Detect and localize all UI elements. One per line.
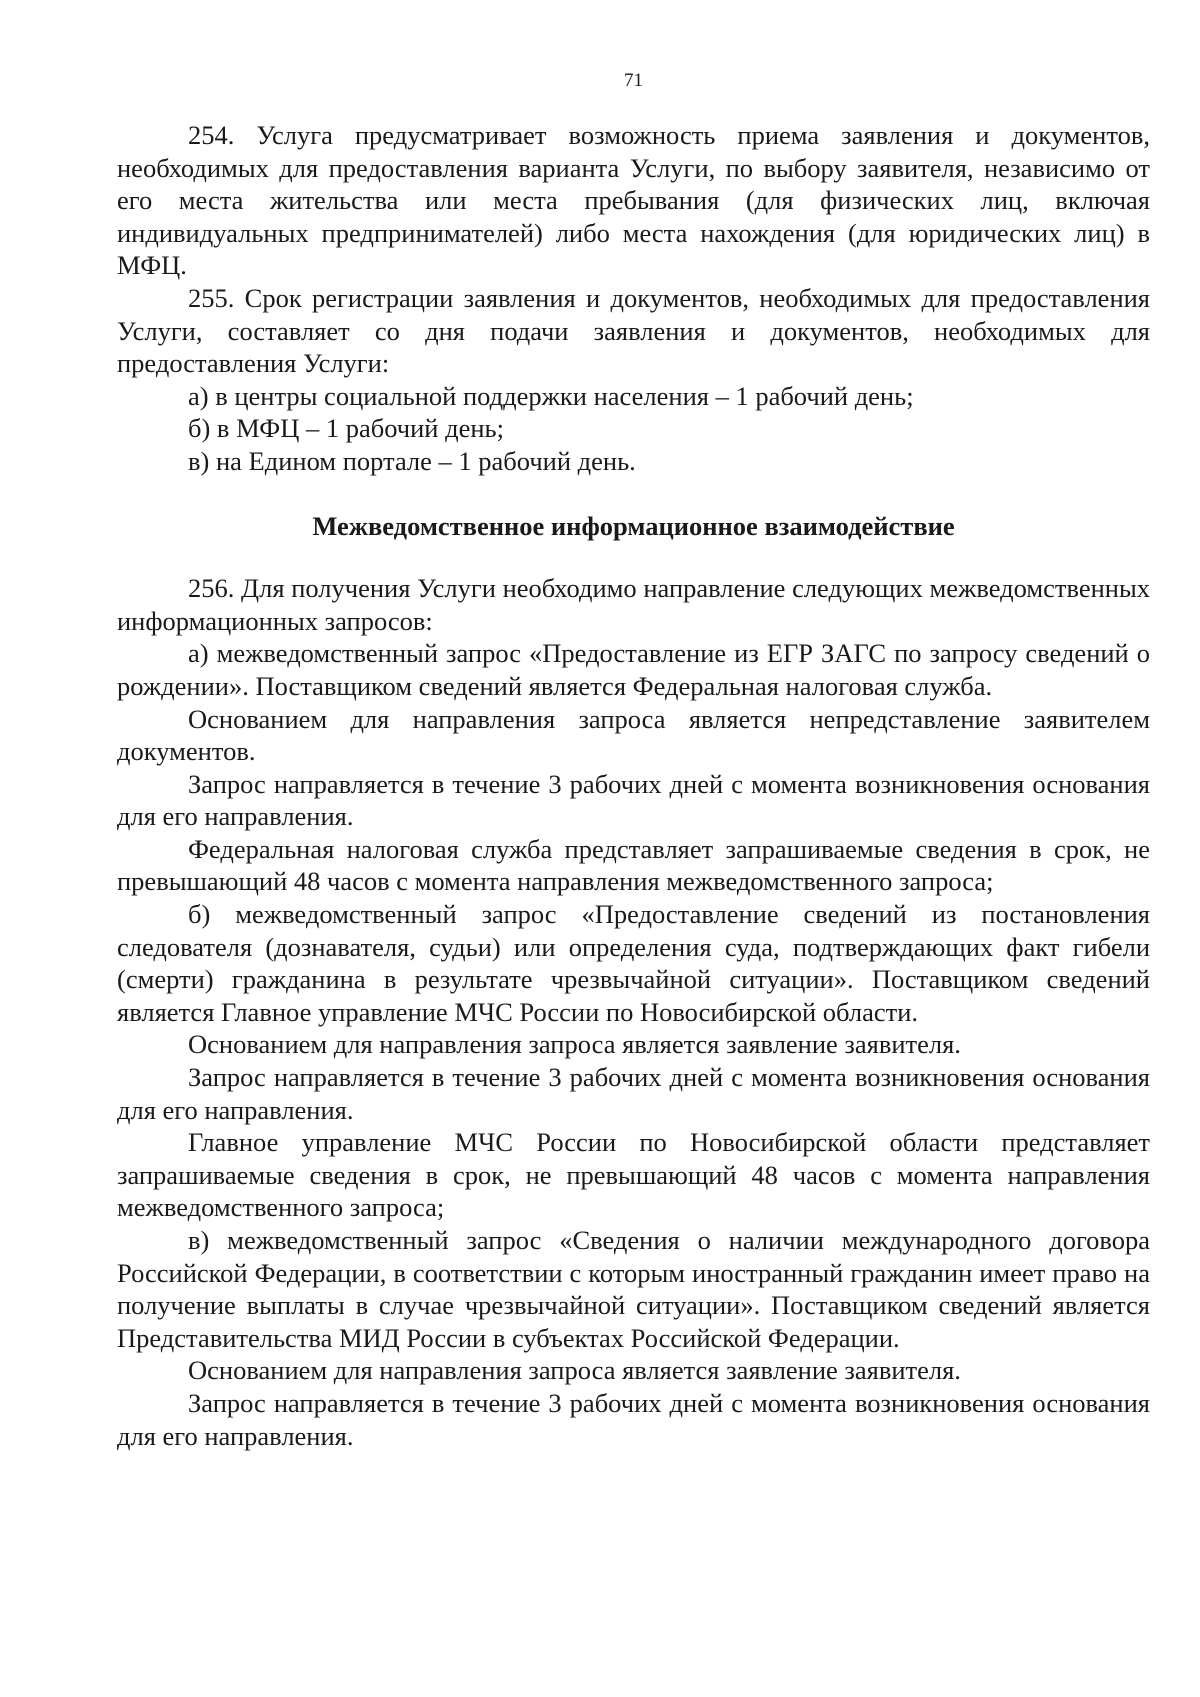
paragraph-256-v-basis: Основанием для направления запроса является заявление заявителя.: [188, 1355, 961, 1386]
paragraph-256-a-response: Федеральная налоговая служба представляет запрашиваемые сведения в срок, не превышающий 48 часов с момента направления межведомственного запроса;: [117, 833, 1150, 897]
paragraph-255: 255. Срок регистрации заявления и документов, необходимых для предоставления Услуги, составляет со дня подачи заявления и документов, необходимых для предоставления Услуги:: [117, 282, 1150, 379]
paragraph-256-b-response: Главное управление МЧС России по Новосибирской области представляет запрашиваемые сведения в срок, не превышающий 48 часов с момента направления межведомственного запроса;: [117, 1127, 1150, 1223]
section-heading: Межведомственное информационное взаимодействие: [312, 510, 955, 541]
paragraph-256-item-v: в) межведомственный запрос «Сведения о наличии международного договора Российской Федерации, в соответствии с которым иностранный гражданин имеет право на получение выплаты в случае чрезвычайной ситуации». Поставщиком сведений является Представительства МИД России в субъектах Российской Федерации.: [117, 1225, 1150, 1353]
paragraph-256-item-b: б) межведомственный запрос «Предоставление сведений из постановления следователя (дознавателя, судьи) или определения суда, подтверждающих факт гибели (смерти) гражданина в результате чрезвычайной ситуации». Поставщиком сведений является Главное управление МЧС России по Новосибирской области.: [117, 899, 1150, 1027]
paragraph-256-a-term: Запрос направляется в течение 3 рабочих дней с момента возникновения основания для его направления.: [117, 768, 1150, 832]
paragraph-255-item-b: б) в МФЦ – 1 рабочий день;: [188, 413, 504, 444]
paragraph-256-b-basis: Основанием для направления запроса является заявление заявителя.: [188, 1029, 961, 1060]
paragraph-255-item-v: в) на Едином портале – 1 рабочий день.: [188, 445, 636, 476]
page-number: 71: [624, 70, 643, 91]
document-body: [117, 119, 1150, 1452]
paragraph-256-v-term: Запрос направляется в течение 3 рабочих дней с момента возникновения основания для его направления.: [117, 1387, 1150, 1451]
paragraph-255-item-a: а) в центры социальной поддержки населения – 1 рабочий день;: [188, 380, 914, 411]
paragraph-256: 256. Для получения Услуги необходимо направление следующих межведомственных информационных запросов:: [117, 573, 1150, 636]
paragraph-256-b-term: Запрос направляется в течение 3 рабочих дней с момента возникновения основания для его направления.: [117, 1062, 1150, 1125]
paragraph-254: 254. Услуга предусматривает возможность приема заявления и документов, необходимых для предоставления варианта Услуги, по выбору заявителя, независимо от его места жительства или места пребывания (для физических лиц, включая индивидуальных предпринимателей) либо места нахождения (для юридических лиц) в МФЦ.: [117, 120, 1150, 281]
paragraph-256-item-a: а) межведомственный запрос «Предоставление из ЕГР ЗАГС по запросу сведений о рождении». Поставщиком сведений является Федеральная налоговая служба.: [117, 638, 1150, 701]
paragraph-256-a-basis: Основанием для направления запроса является непредставление заявителем документов.: [117, 703, 1150, 767]
